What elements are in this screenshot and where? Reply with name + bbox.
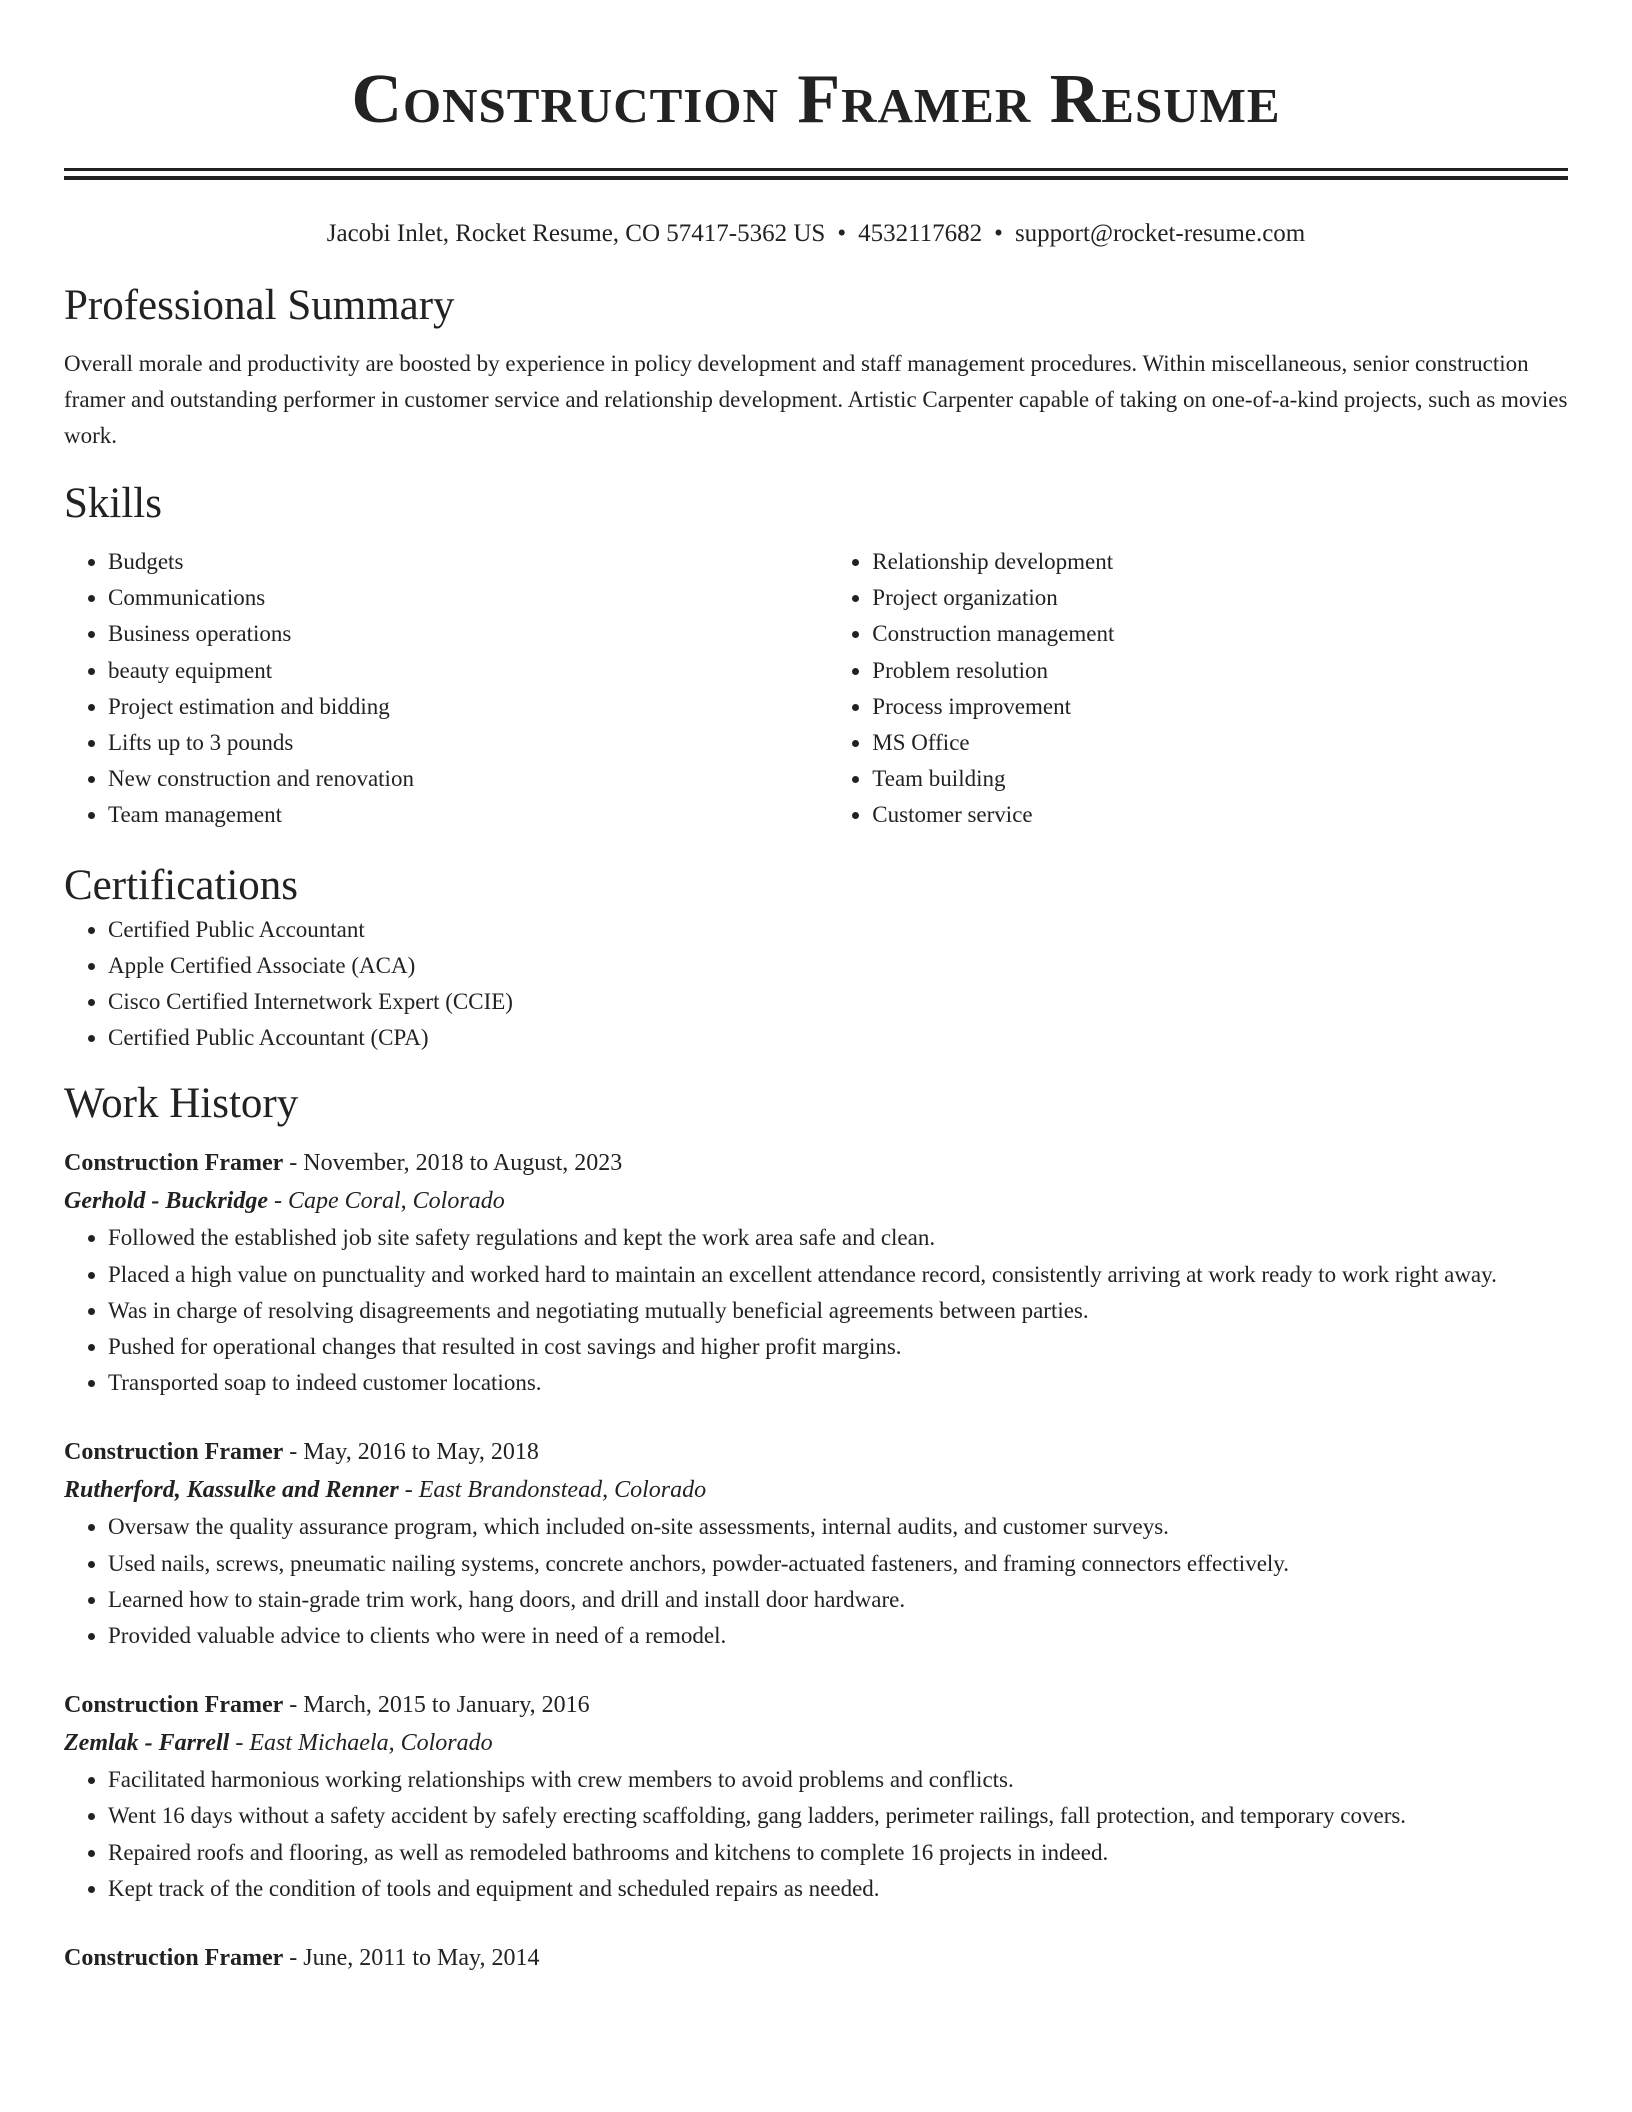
job-entry <box>64 1144 1568 1401</box>
certification-item: • Certified Public Accountant <box>108 912 1568 948</box>
job-bullet: • Went 16 days without a safety accident by safely erecting scaffolding, gang ladders, perimeter railings, fall protection, and temporary covers. <box>108 1798 1568 1834</box>
job-title-line <box>64 1144 1568 1182</box>
job-company-line <box>64 1471 1568 1509</box>
skill-item: • Customer service <box>872 797 1568 833</box>
job-bullets <box>64 1509 1568 1654</box>
certification-item: • Apple Certified Associate (ACA) <box>108 948 1568 984</box>
skills-heading: Skills <box>64 480 162 527</box>
dash-separator: - <box>283 1150 304 1177</box>
job-bullet: • Was in charge of resolving disagreements and negotiating mutually beneficial agreements between parties. <box>108 1293 1568 1329</box>
contact-phone: 4532117682 <box>858 220 983 247</box>
job-bullet: • Kept track of the condition of tools and equipment and scheduled repairs as needed. <box>108 1871 1568 1907</box>
job-location: East Michaela, Colorado <box>249 1730 493 1757</box>
dash-separator: - <box>283 1439 304 1466</box>
contact-line <box>64 218 1568 250</box>
job-bullet: • Transported soap to indeed customer locations. <box>108 1365 1568 1401</box>
job-bullet: • Repaired roofs and flooring, as well as remodeled bathrooms and kitchens to complete 16 projects in indeed. <box>108 1835 1568 1871</box>
job-bullet: • Used nails, screws, pneumatic nailing systems, concrete anchors, powder-actuated fasteners, and framing connectors effectively. <box>108 1546 1568 1582</box>
dash-separator: - <box>398 1477 419 1504</box>
dash-separator: - <box>229 1730 250 1757</box>
contact-separator: • <box>837 220 847 247</box>
work-history-heading: Work History <box>64 1080 299 1128</box>
job-entry <box>64 1939 1568 1977</box>
skills-left-list <box>64 544 828 834</box>
skill-item: • Process improvement <box>872 689 1568 725</box>
job-role: Construction Framer <box>64 1439 284 1466</box>
job-location: East Brandonstead, Colorado <box>418 1477 707 1504</box>
title-double-rule <box>64 168 1568 180</box>
job-bullets <box>64 1220 1568 1401</box>
job-company: Rutherford, Kassulke and Renner <box>64 1477 399 1504</box>
job-dates: June, 2011 to May, 2014 <box>303 1945 540 1972</box>
skill-item: • beauty equipment <box>108 653 828 689</box>
skill-item: • Problem resolution <box>872 653 1568 689</box>
skill-item: • Project estimation and bidding <box>108 689 828 725</box>
skill-item: • MS Office <box>872 725 1568 761</box>
resume-page <box>64 0 1568 1977</box>
skill-item: • Team building <box>872 761 1568 797</box>
skills-columns <box>64 544 1568 834</box>
job-role: Construction Framer <box>64 1945 284 1972</box>
job-bullets <box>64 1762 1568 1907</box>
skill-item: • Project organization <box>872 580 1568 616</box>
job-location: Cape Coral, Colorado <box>288 1188 505 1215</box>
job-company-line <box>64 1182 1568 1220</box>
job-bullet: • Placed a high value on punctuality and worked hard to maintain an excellent attendance record, consistently arriving at work ready to work right away. <box>108 1257 1568 1293</box>
skill-item: • Construction management <box>872 616 1568 652</box>
contact-email: support@rocket-resume.com <box>1014 220 1306 247</box>
job-entry <box>64 1686 1568 1907</box>
job-title-line <box>64 1433 1568 1471</box>
skill-item: • Relationship development <box>872 544 1568 580</box>
job-dates: May, 2016 to May, 2018 <box>303 1439 539 1466</box>
job-bullet: • Facilitated harmonious working relationships with crew members to avoid problems and conflicts. <box>108 1762 1568 1798</box>
job-dates: March, 2015 to January, 2016 <box>303 1692 590 1719</box>
job-bullet: • Provided valuable advice to clients who were in need of a remodel. <box>108 1618 1568 1654</box>
job-bullet: • Learned how to stain-grade trim work, hang doors, and drill and install door hardware. <box>108 1582 1568 1618</box>
skill-item: • Communications <box>108 580 828 616</box>
certification-item: • Cisco Certified Internetwork Expert (CCIE) <box>108 984 1568 1020</box>
job-role: Construction Framer <box>64 1692 284 1719</box>
job-dates: November, 2018 to August, 2023 <box>303 1150 623 1177</box>
certifications-list <box>64 912 1568 1057</box>
resume-title: Construction Framer Resume <box>351 61 1281 138</box>
skill-item: • Budgets <box>108 544 828 580</box>
certification-item: • Certified Public Accountant (CPA) <box>108 1020 1568 1056</box>
job-company: Zemlak - Farrell <box>64 1730 230 1757</box>
job-title-line <box>64 1939 1568 1977</box>
job-title-line <box>64 1686 1568 1724</box>
dash-separator: - <box>268 1188 288 1215</box>
dash-separator: - <box>283 1945 304 1972</box>
skill-item: • Lifts up to 3 pounds <box>108 725 828 761</box>
summary-text: Overall morale and productivity are boosted by experience in policy development and staff management procedures. Within miscellaneous, senior construction framer and outstanding performer in customer service and relationship development. Artistic Carpenter capable of taking on one-of-a-kind projects, such as movies work. <box>64 351 1568 448</box>
certifications-heading: Certifications <box>64 861 299 909</box>
skill-item: • Team management <box>108 797 828 833</box>
contact-separator: • <box>994 220 1003 247</box>
job-entry <box>64 1433 1568 1654</box>
job-role: Construction Framer <box>64 1150 284 1177</box>
job-company: Gerhold - Buckridge <box>64 1188 268 1215</box>
summary-heading: Professional Summary <box>64 282 455 329</box>
dash-separator: - <box>283 1692 304 1719</box>
contact-address: Jacobi Inlet, Rocket Resume, CO 57417-5362 US <box>326 220 826 247</box>
job-company-line <box>64 1724 1568 1762</box>
skill-item: • Business operations <box>108 616 828 652</box>
job-bullet: • Pushed for operational changes that resulted in cost savings and higher profit margins. <box>108 1329 1568 1365</box>
skill-item: • New construction and renovation <box>108 761 828 797</box>
job-bullet: • Oversaw the quality assurance program, which included on-site assessments, internal audits, and customer surveys. <box>108 1509 1568 1545</box>
skills-right-list <box>828 544 1568 834</box>
job-bullet: • Followed the established job site safety regulations and kept the work area safe and clean. <box>108 1220 1568 1256</box>
